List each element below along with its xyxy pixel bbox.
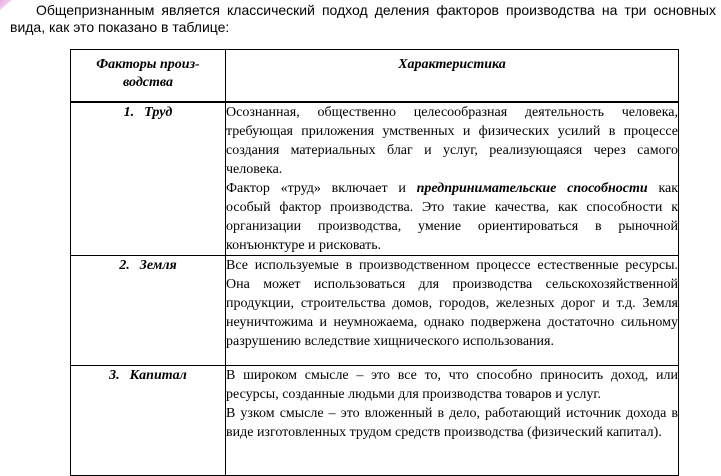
labor-para2-after: как особый фактор производства. Это такие качества, как способности к организации производства, умение ориентироваться в рыночной конъюнктуре и рисковать.: [226, 180, 679, 253]
labor-para2-before: Фактор «труд» включает и: [226, 180, 406, 196]
factor-description-cell: [226, 255, 679, 365]
factor-description-cell: [226, 102, 679, 256]
labor-paragraph-2: [226, 179, 678, 255]
table-row-labor: [71, 102, 679, 256]
factor-name-cell: [71, 365, 226, 475]
header-factors-line1: Факторы произ-: [96, 57, 200, 72]
factor-name-cell: [71, 102, 226, 256]
header-factors-line2: водства: [122, 75, 174, 90]
header-characteristic: Характеристика: [226, 50, 679, 102]
factor-name: Труд: [144, 104, 173, 120]
factor-name: Земля: [139, 257, 177, 273]
table-header-row: [71, 50, 679, 102]
factors-table: [70, 49, 679, 476]
capital-paragraph-1: В широком смысле – это все то, что способно приносить доход, или ресурсы, созданные людьми для производства товаров и услуг.: [226, 367, 678, 402]
table-row-capital: [71, 365, 679, 475]
factor-number: 1.: [123, 104, 135, 120]
capital-paragraph-2: В узком смысле – это вложенный в дело, работающий источник дохода в виде изготовленных трудом средств производства (физический капитал).: [226, 405, 678, 440]
labor-para2-emphasis: предпринимательские способности: [416, 180, 648, 196]
factor-name: Капитал: [129, 367, 187, 383]
header-factors: [71, 50, 226, 102]
intro-paragraph: Общепризнанным является классический подход деления факторов производства на три основных вида, как это показано в таблице:: [10, 2, 716, 35]
factor-number: 2.: [119, 257, 130, 273]
table-row-land: [71, 255, 679, 365]
labor-paragraph-1: Осознанная, общественно целесообразная деятельность человека, требующая приложения умственных и физических усилий в процессе создания материальных благ и услуг, реализующаяся через самого человека.: [226, 104, 678, 177]
factor-description-cell: [226, 365, 679, 475]
factor-name-cell: [71, 255, 226, 365]
land-paragraph-1: Все используемые в производственном процессе естественные ресурсы. Она может использоваться для производства сельскохозяйственной продукции, строительства домов, городов, железных дорог и т.д. Земля неуничтожима и неумножаема, однако подвержена достаточно сильному разрушению вследствие хищнического использования.: [226, 257, 678, 349]
factor-number: 3.: [109, 367, 120, 383]
